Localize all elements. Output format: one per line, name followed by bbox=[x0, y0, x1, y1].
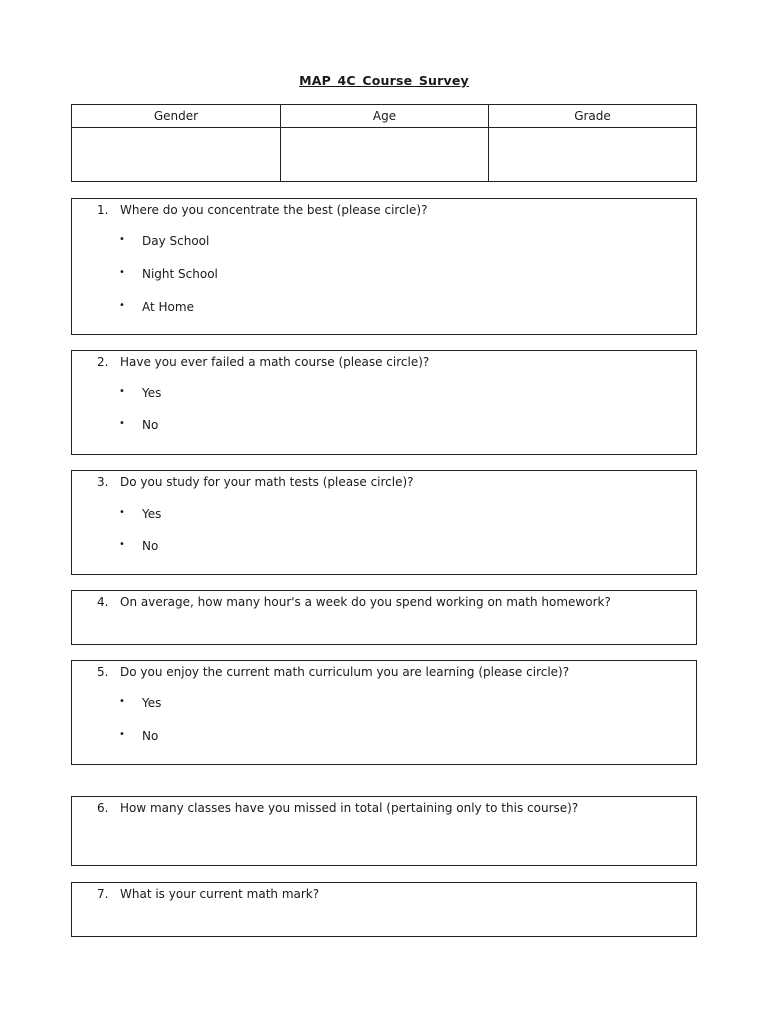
bullet-icon: • bbox=[119, 267, 125, 278]
question-6 bbox=[97, 801, 578, 815]
question-number: 5. bbox=[97, 665, 109, 679]
age-field[interactable] bbox=[281, 128, 489, 181]
info-table bbox=[71, 104, 697, 182]
header-age: Age bbox=[281, 105, 489, 128]
option-day-school[interactable] bbox=[119, 234, 210, 248]
gender-field[interactable] bbox=[72, 128, 281, 181]
question-2 bbox=[97, 355, 429, 369]
bullet-icon: • bbox=[119, 418, 125, 429]
question-1 bbox=[97, 203, 427, 217]
question-3-box bbox=[71, 470, 697, 575]
question-7-box[interactable] bbox=[71, 882, 697, 937]
question-number: 6. bbox=[97, 801, 109, 815]
option-label: Yes bbox=[142, 507, 162, 521]
bullet-icon: • bbox=[119, 539, 125, 550]
option-yes[interactable] bbox=[119, 696, 162, 710]
question-1-box bbox=[71, 198, 697, 335]
question-3 bbox=[97, 475, 414, 489]
question-text: Do you study for your math tests (please circle)? bbox=[120, 475, 414, 489]
option-label: Yes bbox=[142, 696, 162, 710]
option-label: No bbox=[142, 539, 159, 553]
question-text: What is your current math mark? bbox=[120, 887, 320, 901]
option-yes[interactable] bbox=[119, 386, 162, 400]
option-no[interactable] bbox=[119, 729, 159, 743]
question-text: Do you enjoy the current math curriculum you are learning (please circle)? bbox=[120, 665, 570, 679]
question-2-box bbox=[71, 350, 697, 455]
bullet-icon: • bbox=[119, 300, 125, 311]
question-7 bbox=[97, 887, 319, 901]
question-text: On average, how many hour's a week do you spend working on math homework? bbox=[120, 595, 611, 609]
bullet-icon: • bbox=[119, 729, 125, 740]
question-4-box[interactable] bbox=[71, 590, 697, 645]
option-label: Day School bbox=[142, 234, 210, 248]
question-number: 2. bbox=[97, 355, 109, 369]
option-no[interactable] bbox=[119, 539, 159, 553]
question-5 bbox=[97, 665, 569, 679]
option-label: Yes bbox=[142, 386, 162, 400]
question-number: 3. bbox=[97, 475, 109, 489]
option-yes[interactable] bbox=[119, 507, 162, 521]
header-gender: Gender bbox=[72, 105, 281, 128]
question-4 bbox=[97, 595, 611, 609]
question-text: How many classes have you missed in total (pertaining only to this course)? bbox=[120, 801, 579, 815]
question-number: 7. bbox=[97, 887, 109, 901]
question-number: 4. bbox=[97, 595, 109, 609]
question-5-box bbox=[71, 660, 697, 765]
option-label: No bbox=[142, 418, 159, 432]
option-label: No bbox=[142, 729, 159, 743]
option-no[interactable] bbox=[119, 418, 159, 432]
question-text: Have you ever failed a math course (please circle)? bbox=[120, 355, 430, 369]
option-at-home[interactable] bbox=[119, 300, 194, 314]
question-6-box[interactable] bbox=[71, 796, 697, 866]
header-grade: Grade bbox=[489, 105, 696, 128]
bullet-icon: • bbox=[119, 234, 125, 245]
bullet-icon: • bbox=[119, 696, 125, 707]
grade-field[interactable] bbox=[489, 128, 696, 181]
option-label: Night School bbox=[142, 267, 218, 281]
option-night-school[interactable] bbox=[119, 267, 218, 281]
question-text: Where do you concentrate the best (please circle)? bbox=[120, 203, 428, 217]
question-number: 1. bbox=[97, 203, 109, 217]
bullet-icon: • bbox=[119, 386, 125, 397]
bullet-icon: • bbox=[119, 507, 125, 518]
page-title: MAP 4C Course Survey bbox=[299, 73, 469, 88]
option-label: At Home bbox=[142, 300, 194, 314]
